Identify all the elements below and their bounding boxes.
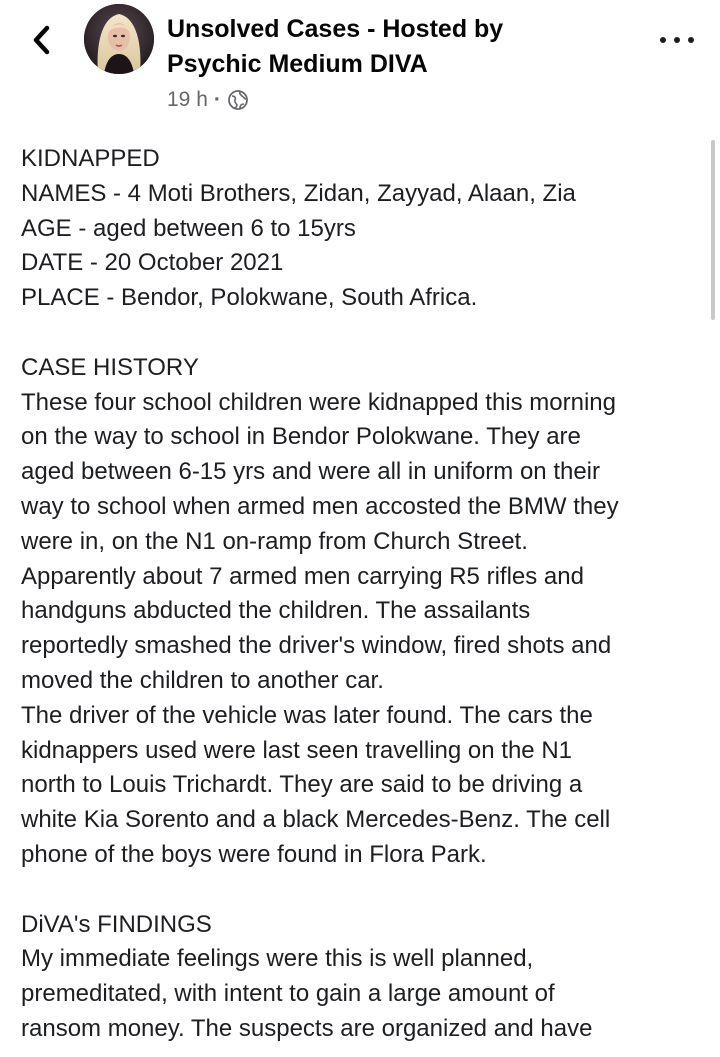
case-history-line: north to Louis Trichardt. They are said to be driving a (21, 771, 583, 799)
intro-line: KIDNAPPED (21, 145, 160, 172)
case-history-line: white Kia Sorento and a black Mercedes-Benz. The cell (21, 806, 611, 834)
page-name-link[interactable] (167, 12, 607, 82)
paragraph-gap (21, 316, 711, 351)
paragraph-gap (21, 873, 711, 908)
post-meta (167, 86, 249, 114)
case-history-line: handguns abducted the children. The assailants (21, 597, 531, 625)
case-history-line: Apparently about 7 armed men carrying R5 rifles and (21, 562, 584, 590)
case-history-line: were in, on the N1 on-ramp from Church Street. (21, 527, 528, 555)
case-history-line: moved the children to another car. (21, 666, 384, 694)
more-horizontal-icon-dot (674, 37, 680, 43)
more-horizontal-icon-dot (660, 37, 666, 43)
intro-line: PLACE - Bendor, Polokwane, South Africa. (21, 284, 478, 312)
page-name-line-2: Psychic Medium DIVA (167, 50, 428, 78)
findings-line: ransom money. The suspects are organized and have (21, 1014, 593, 1042)
more-options-button[interactable] (660, 30, 694, 50)
case-history-line: reportedly smashed the driver's window, fired shots and (21, 632, 612, 660)
findings-line: My immediate feelings were this is well planned, (21, 945, 534, 973)
case-history-line: These four school children were kidnapped this morning (21, 388, 616, 416)
post-timestamp[interactable]: 19 h (167, 88, 208, 111)
globe-icon[interactable] (227, 89, 249, 111)
post-text (21, 142, 711, 1047)
case-history-line: way to school when armed men accosted the BMW they (21, 492, 619, 520)
back-button[interactable] (24, 22, 60, 58)
case-history-heading: CASE HISTORY (21, 353, 199, 381)
case-history-line: The driver of the vehicle was later found. The cars the (21, 701, 593, 729)
case-history-line: kidnappers used were last seen travelling on the N1 (21, 736, 572, 764)
intro-line: AGE - aged between 6 to 15yrs (21, 214, 356, 242)
case-history-line: phone of the boys were found in Flora Park. (21, 840, 487, 868)
findings-line: premeditated, with intent to gain a large amount of (21, 980, 555, 1008)
more-horizontal-icon-dot (688, 37, 694, 43)
intro-line: DATE - 20 October 2021 (21, 249, 284, 277)
avatar[interactable] (84, 4, 154, 74)
scrollbar[interactable] (711, 140, 715, 320)
meta-separator: · (213, 88, 221, 111)
case-history-line: on the way to school in Bendor Polokwane. They are (21, 423, 581, 451)
chevron-left-icon (31, 24, 53, 56)
intro-line: NAMES - 4 Moti Brothers, Zidan, Zayyad, Alaan, Zia (21, 179, 576, 207)
case-history-line: aged between 6-15 yrs and were all in uniform on their (21, 458, 600, 486)
profile-photo (84, 4, 154, 74)
findings-heading: DiVA's FINDINGS (21, 910, 212, 938)
page-name-line-1: Unsolved Cases - Hosted by (167, 15, 504, 43)
